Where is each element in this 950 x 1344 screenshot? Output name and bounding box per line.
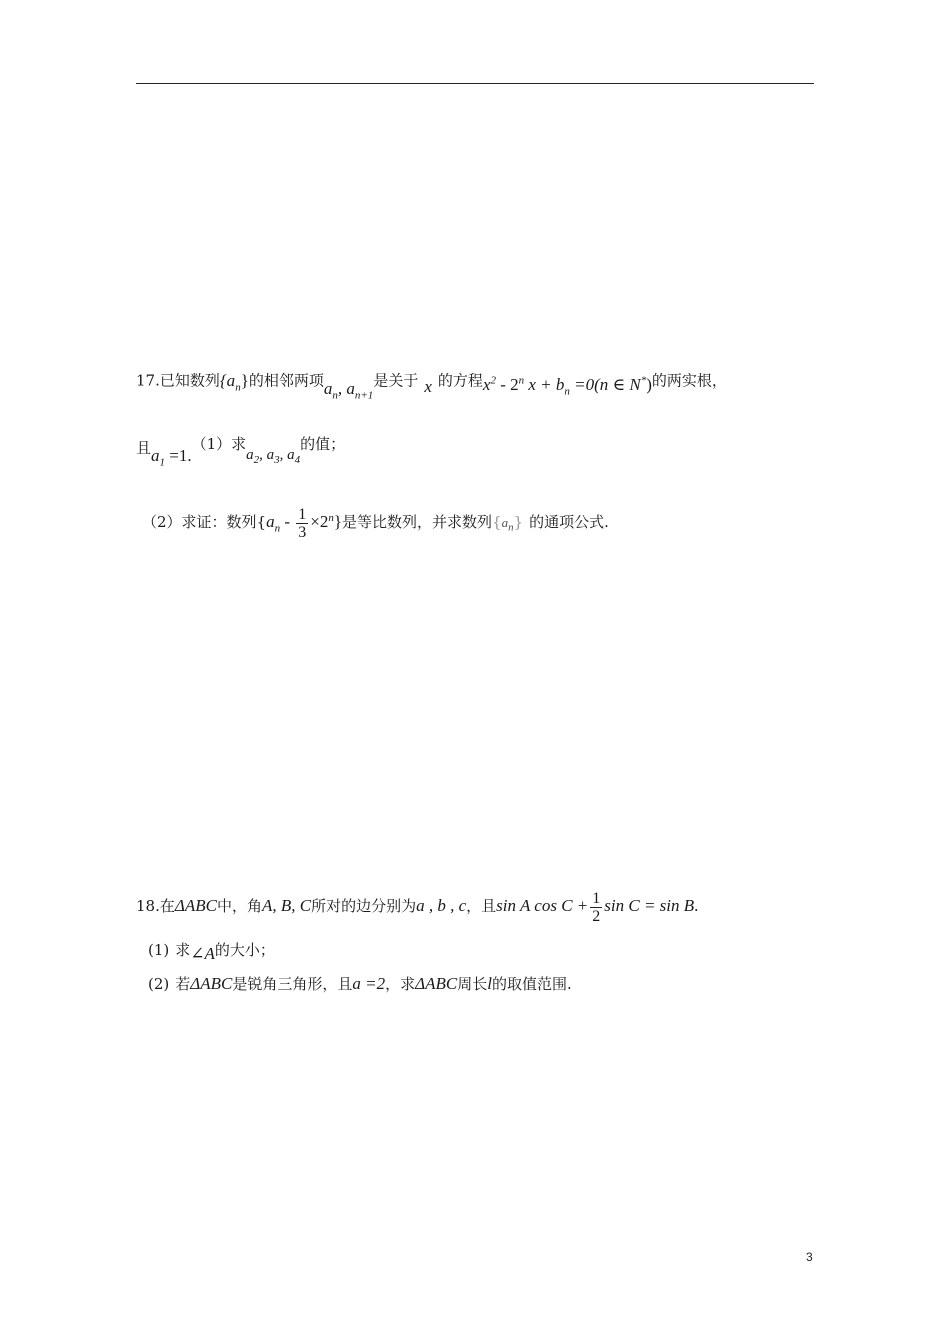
problem-17-statement: 17.已知数列$\{a_n\}$的相邻两项$a_n$, $a_{n+1}$是关于 x 的方程$x^2 - 2^n$ $x + b_n =0(n$ ∈ N*)的两实根，: [136, 370, 727, 402]
fraction-one-half: $\frac{1}{2}$: [592, 889, 601, 925]
problem-number: 17.: [136, 371, 160, 390]
header-rule: [136, 83, 814, 84]
fraction-one-third: $\frac{1}{3}$: [298, 505, 307, 541]
problem-17-part-2: （2）求证：数列{$a_n$ - $\frac{1}{3}$ $\times 2^n$}是等比数列，并求数列$\{a_n\}$ 的通项公式.: [142, 505, 609, 541]
page-number: 3: [806, 1250, 813, 1264]
problem-17-part-1: 且$a_1 =1.(1)$求$a_2$, $a_3$, $a_4$的值；: [136, 435, 346, 469]
problem-18-part-1: (1) 求∠A的大小；: [148, 941, 275, 963]
problem-18-part-2: (2) 若ΔABC是锐角三角形，且a =2，求ΔABC周长l的取值范围.: [148, 974, 572, 993]
problem-18-statement: 18.在ΔABC中，角A, B, C所对的边分别为a , b , c，且sin A cos C + $\frac{1}{2}$ sin C = sin B.: [136, 889, 699, 925]
equation: $x^2 - 2^n$ $x + b_n =0(n$ ∈ N*): [482, 374, 652, 398]
problem-number: 18.: [136, 897, 160, 915]
